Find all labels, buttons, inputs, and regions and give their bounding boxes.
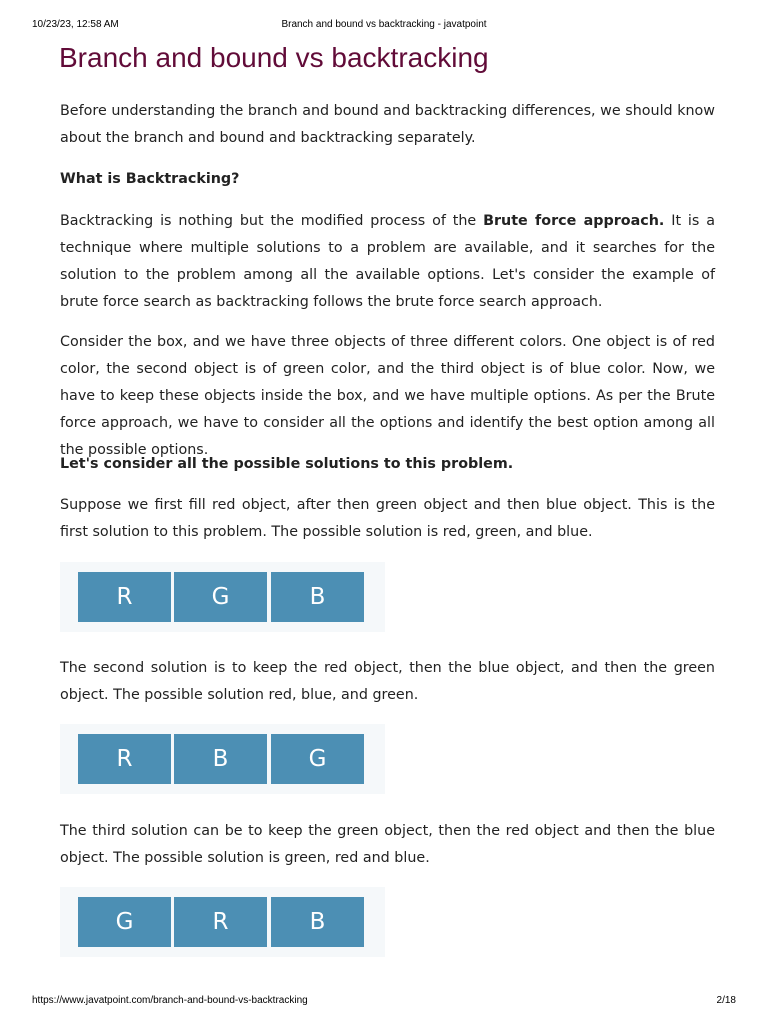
brute-force-bold: Brute force approach. (483, 213, 665, 229)
solution-2-paragraph: The second solution is to keep the red object, then the blue object, and then the green object. The possible solution red, blue, and green. (60, 660, 715, 703)
solution-1-paragraph: Suppose we first fill red object, after then green object and then blue object. This is the first solution to this problem. The possible solution is red, green, and blue. (60, 497, 715, 540)
print-footer (0, 995, 768, 1009)
page-title: Branch and bound vs backtracking (59, 42, 489, 73)
print-header (0, 19, 768, 33)
solution-2-diagram (60, 724, 385, 794)
backtracking-text-pre: Backtracking is nothing but the modified process of the (60, 213, 484, 229)
backtracking-paragraph (60, 208, 715, 316)
solutions-heading: Let's consider all the possible solutions to this problem. (60, 456, 514, 472)
object-box: G (174, 572, 267, 622)
print-datetime: 10/23/23, 12:58 AM (32, 19, 119, 30)
object-box: B (271, 572, 364, 622)
solution-3-paragraph: The third solution can be to keep the green object, then the red object and then the blue object. The possible solution is green, red and blue. (60, 823, 715, 866)
solution-1-diagram (60, 562, 385, 632)
consider-paragraph: Consider the box, and we have three objects of three different colors. One object is of red color, the second object is of green color, and the third object is of blue color. Now, we have to keep these objects inside the box, and we have multiple options. As per the Brute force approach, we have to consider all the options and identify the best option among all the possible options. (60, 334, 715, 458)
object-box: B (271, 897, 364, 947)
object-box: R (78, 572, 171, 622)
backtracking-text-post: It is a technique where multiple solutions to a problem are available, and it searches for the solution to the problem among all the available options. Let's consider the example of brute force search as backtracking follows the brute force search approach. (60, 213, 715, 310)
object-box: R (174, 897, 267, 947)
object-box: B (174, 734, 267, 784)
print-doc-title: Branch and bound vs backtracking - javatpoint (281, 19, 487, 30)
what-is-backtracking-heading: What is Backtracking? (60, 171, 240, 187)
solution-3-diagram (60, 887, 385, 957)
object-box: G (78, 897, 171, 947)
intro-paragraph: Before understanding the branch and bound and backtracking differences, we should know about the branch and bound and backtracking separately. (60, 103, 715, 146)
object-box: R (78, 734, 171, 784)
page-number: 2/18 (716, 995, 736, 1006)
page-url: https://www.javatpoint.com/branch-and-bound-vs-backtracking (32, 995, 308, 1006)
object-box: G (271, 734, 364, 784)
